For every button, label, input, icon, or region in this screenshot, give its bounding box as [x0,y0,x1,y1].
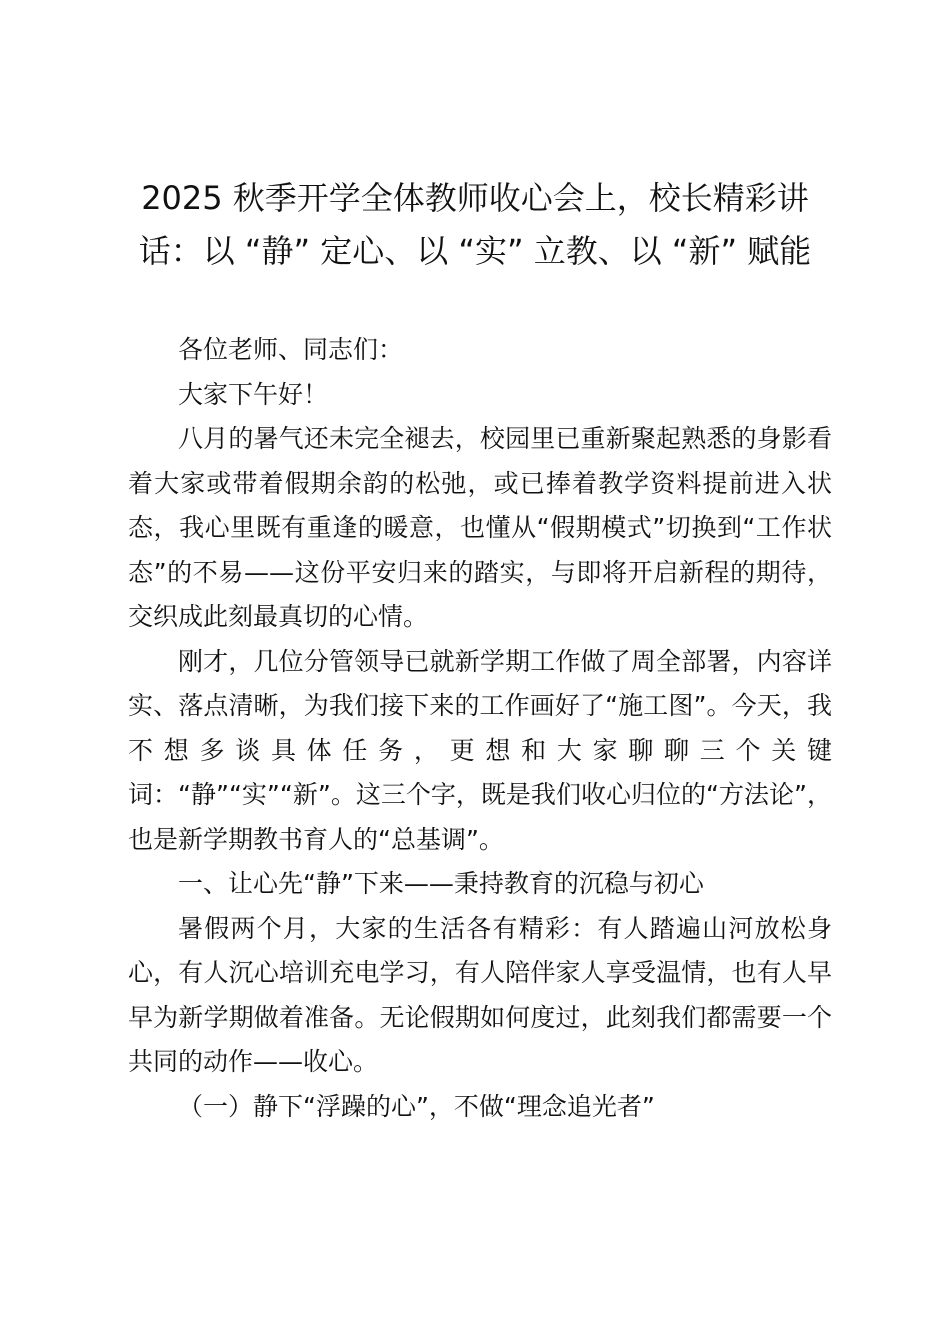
document-body [128,328,832,1129]
subsection-heading-1: （一）静下“浮躁的心”，不做“理念追光者” [178,1091,655,1121]
greeting-paragraph: 大家下午好！ [178,379,329,409]
section-heading-1: 一、让心先“静”下来——秉持教育的沉稳与初心 [178,869,704,898]
opening-paragraph: 八月的暑气还未完全褪去，校园里已重新聚起熟悉的身影看着大家或带着假期余韵的松弛，或已捧着教学资料提前进入状态，我心里既有重逢的暖意，也懂从“假期模式”切换到“工作状态”的不易——这份平安归来的踏实，与即将开启新程的期待，交织成此刻最真切的心情。 [128,424,832,631]
salutation-paragraph: 各位老师、同志们： [178,335,404,364]
keywords-paragraph: 刚才，几位分管领导已就新学期工作做了周全部署，内容详实、落点清晰，为我们接下来的工作画好了“施工图”。今天，我不想多谈具体任务，更想和大家聊聊三个关键词：“静”“实”“新”。这三个字，既是我们收心归位的“方法论”，也是新学期教书育人的“总基调”。 [128,646,832,854]
section-1-paragraph: 暑假两个月，大家的生活各有精彩：有人踏遍山河放松身心，有人沉心培训充电学习，有人陪伴家人享受温情，也有人早早为新学期做着准备。无论假期如何度过，此刻我们都需要一个共同的动作——收心。 [128,913,832,1076]
document-title: 2025 秋季开学全体教师收心会上，校长精彩讲话：以 “静” 定心、以 “实” 立教、以 “新” 赋能 [138,179,812,270]
